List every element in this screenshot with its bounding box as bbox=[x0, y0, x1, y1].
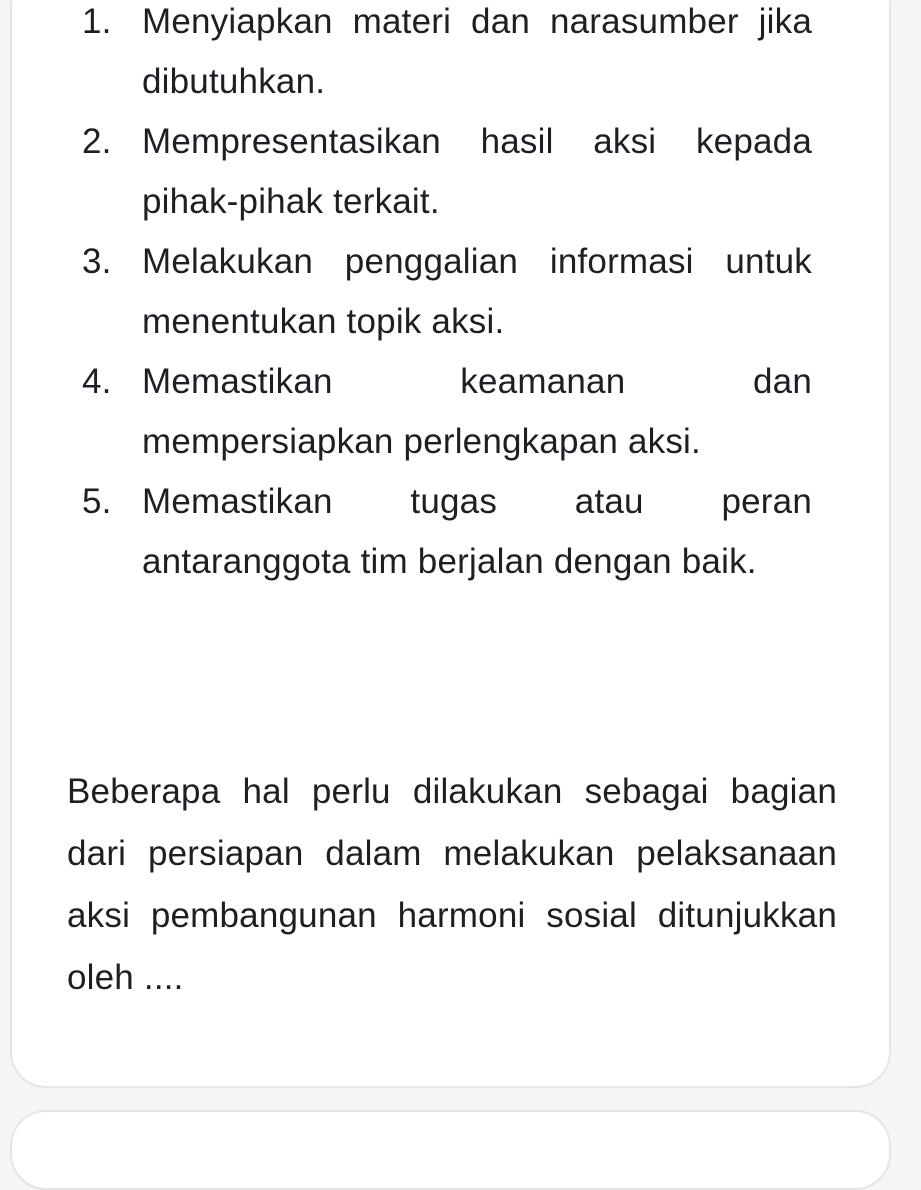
item-number: 2. bbox=[82, 122, 112, 161]
item-number: 4. bbox=[82, 362, 112, 401]
question-text: Beberapa hal perlu dilakukan sebagai bagian dari persiapan dalam melakukan pelaksanaan aksi pembangunan harmoni sosial ditunjukkan oleh .... bbox=[67, 772, 837, 997]
item-number: 1. bbox=[82, 2, 112, 41]
list-item bbox=[82, 352, 812, 472]
item-number: 5. bbox=[82, 482, 112, 521]
item-text: Memastikan tugas atau peran antaranggota tim berjalan dengan baik. bbox=[142, 482, 812, 581]
list-item bbox=[82, 0, 812, 112]
item-text: Memastikan keamanan dan mempersiapkan perlengkapan aksi. bbox=[142, 362, 812, 461]
list-item bbox=[82, 472, 812, 592]
option-list bbox=[82, 0, 812, 592]
item-text: Menyiapkan materi dan narasumber jika dibutuhkan. bbox=[142, 2, 812, 101]
question-card bbox=[10, 0, 891, 1088]
next-card bbox=[10, 1110, 891, 1190]
list-item bbox=[82, 232, 812, 352]
item-number: 3. bbox=[82, 242, 112, 281]
item-text: Mempresentasikan hasil aksi kepada pihak-pihak terkait. bbox=[142, 122, 812, 221]
list-item bbox=[82, 112, 812, 232]
item-text: Melakukan penggalian informasi untuk menentukan topik aksi. bbox=[142, 242, 812, 341]
